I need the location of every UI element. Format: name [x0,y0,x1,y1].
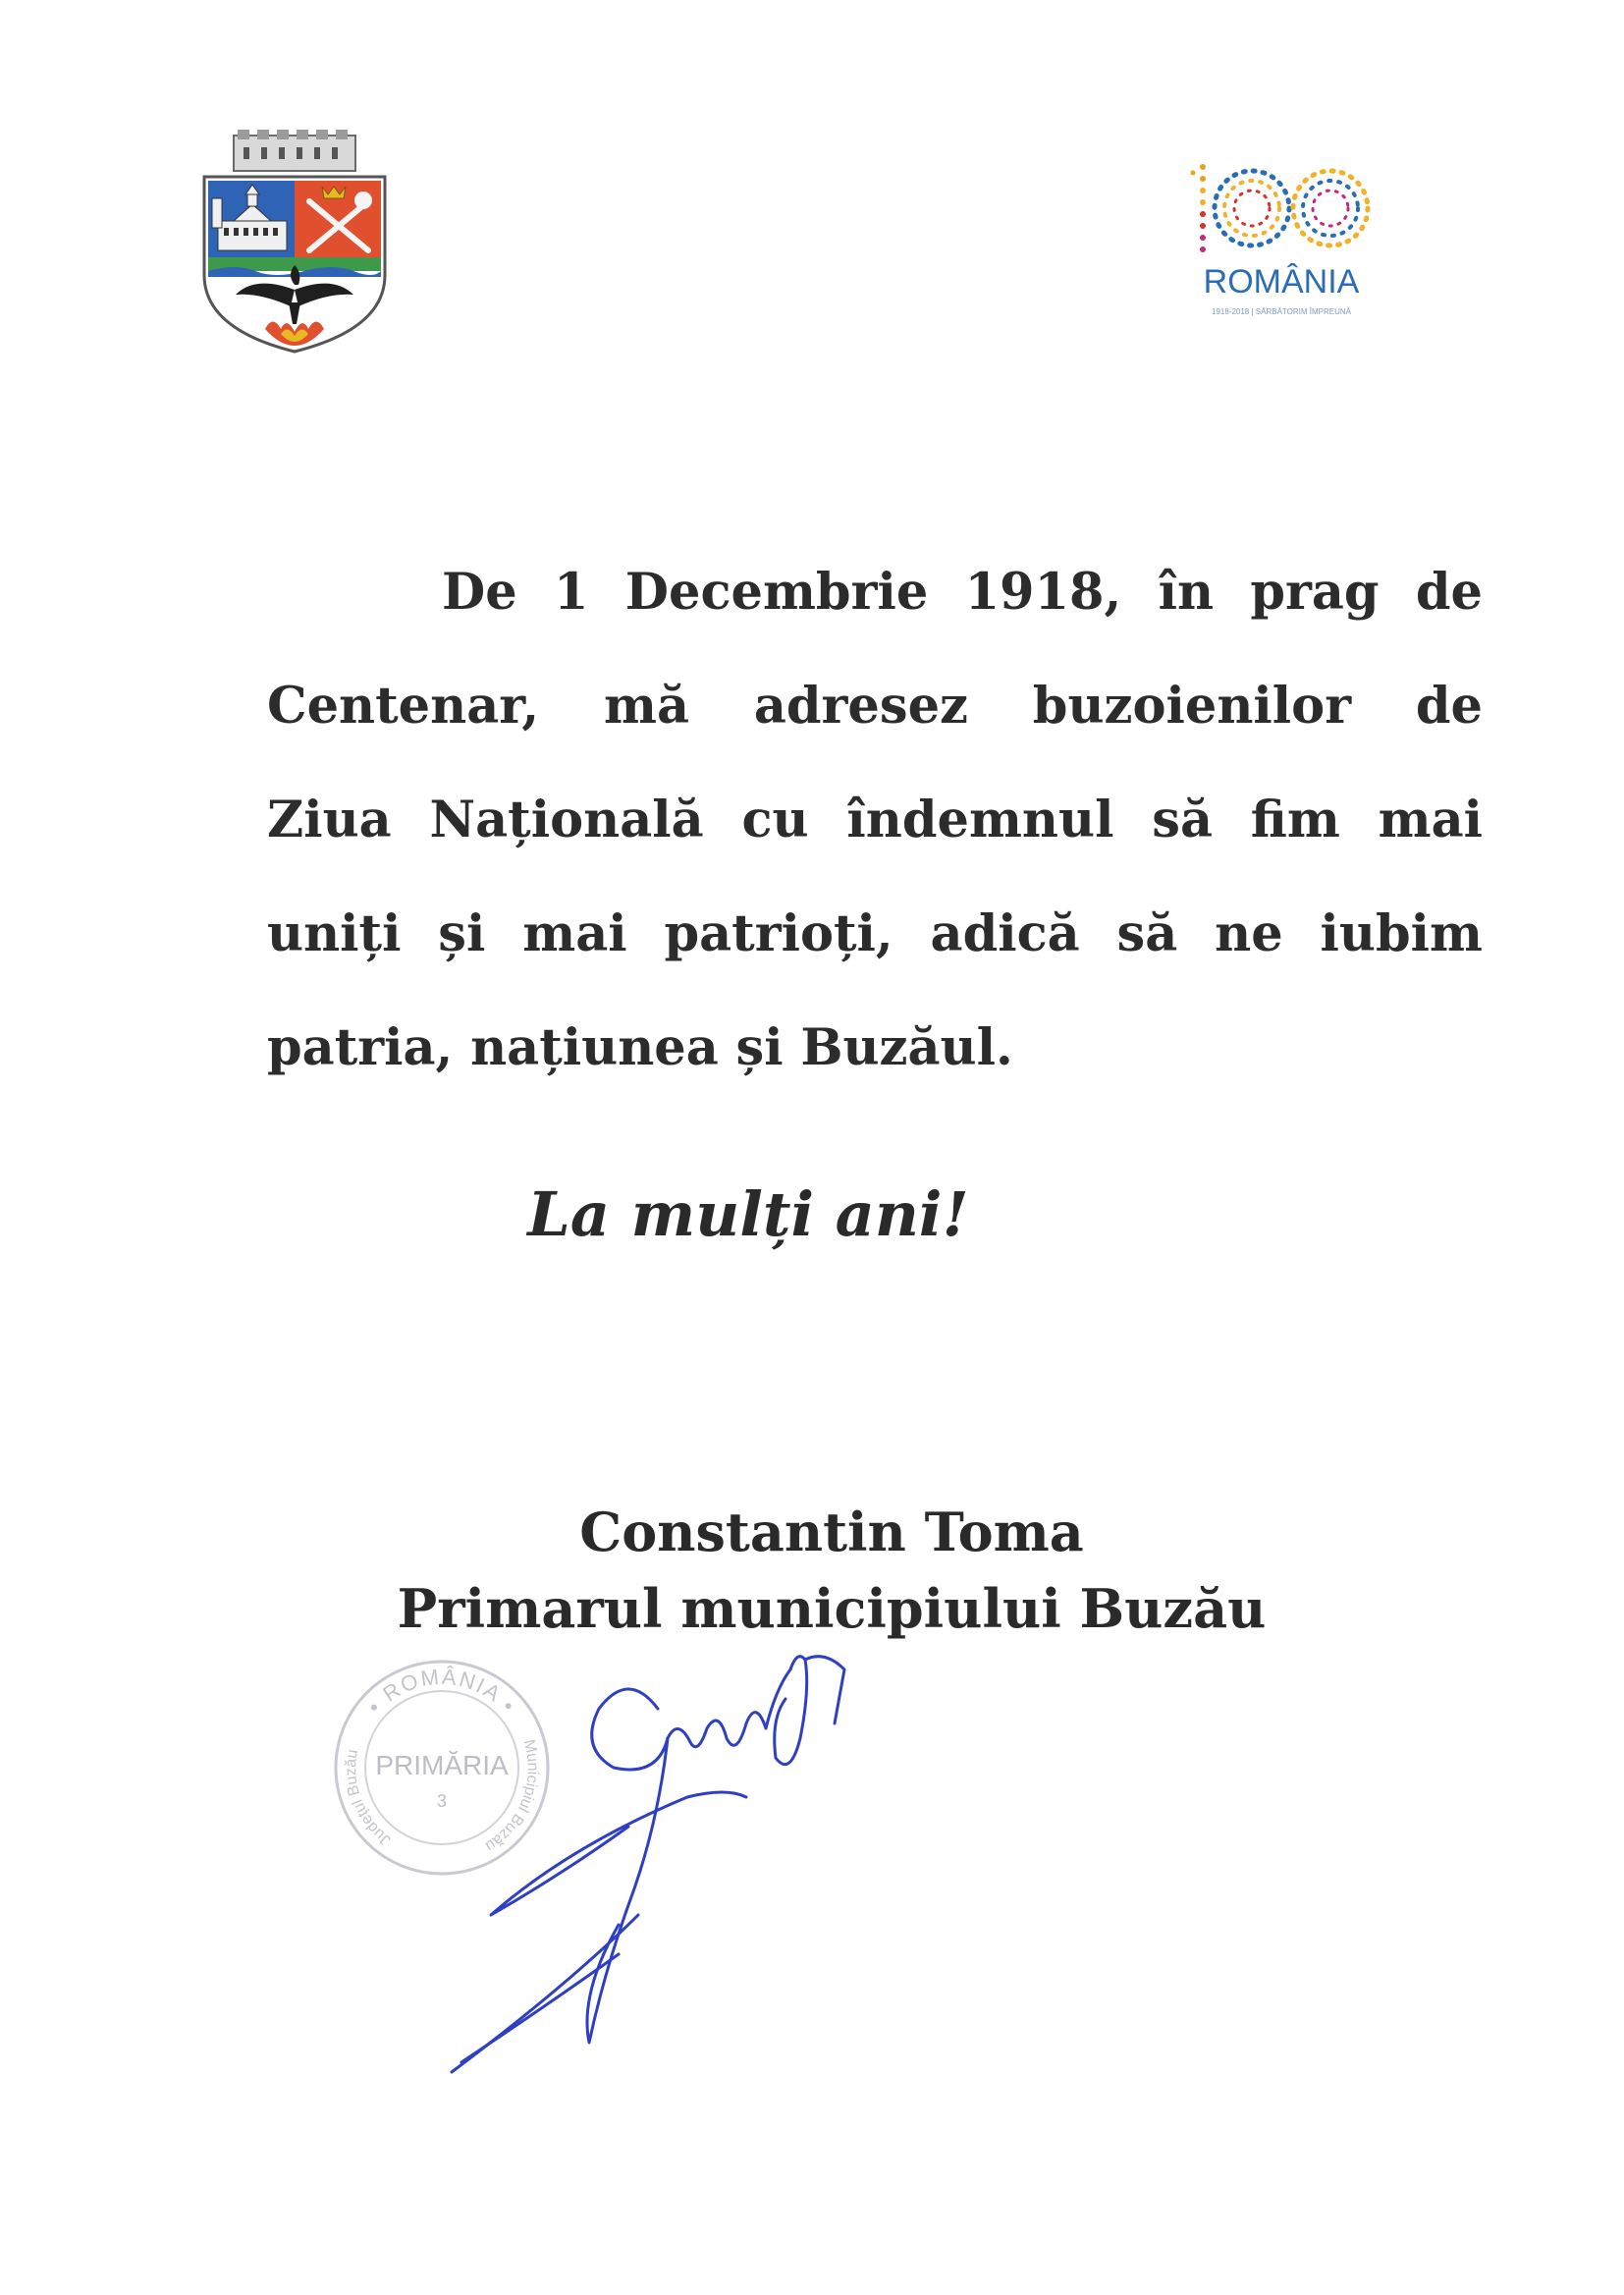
stamp-ring-left: Județul Buzău [343,1748,395,1849]
message-line: De 1 Decembrie 1918, în prag de [442,563,1483,622]
stamp-number: 3 [436,1791,448,1811]
signatory-title: Primarul municipiului Buzău [397,1577,1267,1640]
centenary-logo-number-graphic [1191,164,1207,252]
signatory-name: Constantin Toma [579,1501,1084,1563]
greeting: La mulți ani! [527,1178,969,1250]
handwritten-signature-icon [432,1630,903,2102]
centenary-logo [1183,157,1380,329]
buzau-coat-of-arms-icon [196,128,393,354]
stamp-ring-top: • ROMÂNIA • [361,1664,522,1719]
stamp-ring-right: Municipiul Buzău [482,1737,541,1855]
centenary-logo-tagline: 1918-2018 | SĂRBĂTORIM ÎMPREUNĂ [1212,307,1351,316]
message-line: uniți și mai patrioți, adică să ne iubim [267,904,1483,963]
message-line: Ziua Națională cu îndemnul să fim mai [267,791,1483,849]
message-line: Centenar, mă adresez buzoienilor de [267,677,1483,736]
message-line: patria, națiunea și Buzăul. [267,1018,1013,1077]
stamp-center-text: PRIMĂRIA [375,1750,509,1780]
letter-message [267,535,1483,1105]
centenary-logo-country: ROMÂNIA [1203,263,1360,301]
